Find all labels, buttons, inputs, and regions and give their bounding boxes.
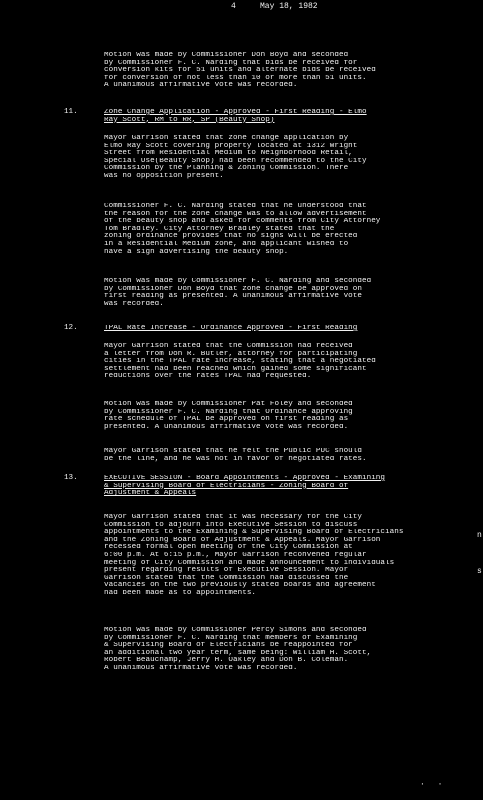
- text-line: Mayor Garrison stated that he felt the Public PUC should: [104, 448, 362, 455]
- item-11-number: 11.: [64, 108, 78, 116]
- text-line: Special Use(Beauty Shop) had been recommended to the City: [104, 157, 367, 165]
- text-line: 6:00 p.m. At 6:15 p.m., Mayor Garrison reconvened regular: [104, 551, 367, 559]
- text-line: Commissioner F. C. Narding stated that he understood that: [104, 203, 367, 210]
- text-line: meeting of City Commission and made announcement to individuals: [104, 559, 395, 567]
- text-line: Garrison stated that the Commission had discussed the: [104, 574, 349, 582]
- edge-mark-n: n: [477, 531, 482, 540]
- text-line: reductions over the rates TPAL had requested.: [104, 373, 312, 381]
- text-line: A unanimous affirmative vote was recorded.: [104, 664, 298, 672]
- item-12-number: 12.: [64, 324, 78, 332]
- text-line: present regarding results of Executive Session. Mayor: [104, 567, 349, 575]
- text-line: a letter from Don R. Butler, attorney for participating: [104, 350, 358, 358]
- item-11-paragraph-3: [104, 278, 459, 308]
- text-line: Mayor Garrison stated that zone change application by: [104, 135, 349, 142]
- text-line: Commission to adjourn into Executive Session to discuss: [104, 521, 358, 529]
- text-line: of the beauty shop and asked for comments from City Attorney: [104, 218, 381, 226]
- text-line: Motion was made by Commissioner Percy Simons and seconded: [104, 627, 367, 634]
- text-line: A unanimous affirmative vote was recorded.: [104, 82, 298, 90]
- text-line: Elmo Ray Scott covering property located at 1312 Wright: [104, 142, 358, 150]
- text-line: Motion was made by Commissioner Don Boyd and seconded: [104, 52, 349, 59]
- text-line: by Commissioner Don Boyd that zone change be approved on: [104, 285, 362, 293]
- text-line: an additional two year term, same being: William H. Scott,: [104, 649, 372, 657]
- text-line: Robert Beauchamp, Jerry H. Oakley and Don B. Coleman.: [104, 657, 349, 665]
- text-line: and the Zoning Board of Adjustment & Appeals. Mayor Garrison: [104, 536, 381, 544]
- heading-line: TPAL Rate Increase - Ordinance Approved - First Reading: [104, 325, 358, 332]
- text-line: by Commissioner F. C. Narding that Ordinance approving: [104, 408, 353, 416]
- text-line: rate schedule of TPAL be approved on first reading as: [104, 416, 349, 424]
- text-line: had been made as to appointments.: [104, 589, 257, 597]
- heading-line: Zone Change Application - Approved - First Reading - Elmo: [104, 109, 367, 116]
- text-line: Commission by the Planning & Zoning Commission. There: [104, 165, 349, 173]
- page-date: May 18, 1982: [260, 2, 318, 11]
- text-line: have a sign advertising the beauty shop.: [104, 248, 289, 256]
- item-12-paragraph-3: [104, 448, 459, 463]
- motion-bids-paragraph: [104, 52, 459, 90]
- text-line: zoning ordinance provides that no signs will be erected: [104, 233, 358, 241]
- text-line: by Commissioner F. C. Narding that members of Examining: [104, 634, 358, 642]
- text-line: was recorded.: [104, 300, 164, 308]
- text-line: was no opposition present.: [104, 172, 224, 180]
- item-13-heading: [104, 475, 459, 498]
- footer-marks: · ·: [420, 780, 447, 789]
- text-line: Tom Bradley. City Attorney Bradley stated that the: [104, 225, 335, 233]
- text-line: in a Residential Medium zone, and applicant wished to: [104, 240, 349, 248]
- item-11-paragraph-2: [104, 203, 459, 256]
- page-number: 4: [231, 2, 236, 11]
- text-line: recessed formal open meeting of the City Commission at: [104, 544, 353, 552]
- text-line: be the line, and he was not in favor of negotiated rates.: [104, 455, 367, 463]
- item-11-heading: [104, 109, 459, 124]
- text-line: first reading as presented. A unanimous affirmative vote: [104, 293, 362, 301]
- text-line: cities in the TPAL rate increase, stating that a negotiated: [104, 358, 376, 366]
- item-12-paragraph-2: [104, 401, 459, 431]
- item-11-paragraph-1: [104, 135, 459, 181]
- text-line: & Supervising Board of Electricians be reappointed for: [104, 642, 353, 650]
- text-line: conversion kits for 51 units and alternate bids be received: [104, 67, 376, 75]
- heading-line: & Supervising Board of Electricians - Zoning Board of: [104, 482, 349, 490]
- item-12-heading: [104, 325, 459, 333]
- item-12-paragraph-1: [104, 343, 459, 381]
- text-line: Motion was made by Commissioner F. C. Narding and seconded: [104, 278, 372, 285]
- edge-mark-s: s: [477, 567, 482, 576]
- page-header: [0, 2, 483, 42]
- item-13-paragraph-2: [104, 627, 459, 673]
- text-line: appointments to the Examining & Supervising Board of Electricians: [104, 529, 404, 537]
- item-13-paragraph-1: [104, 514, 483, 598]
- text-line: vacancies on the two previously stated boards and agreement: [104, 582, 376, 590]
- text-line: Mayor Garrison stated that it was necessary for the City: [104, 514, 362, 521]
- heading-line: Adjustment & Appeals: [104, 490, 197, 498]
- text-line: settlement had been reached which gained some significant: [104, 365, 367, 373]
- text-line: Street from Residential Medium to Neighborhood Retail,: [104, 150, 353, 158]
- heading-line: EXECUTIVE SESSION - Board Appointments - Approved - Examining: [104, 475, 386, 482]
- text-line: for conversion of not less than 10 or more than 51 units.: [104, 74, 367, 82]
- heading-line: Ray Scott, RM to RR, SP (Beauty Shop): [104, 116, 275, 124]
- text-line: presented. A unanimous affirmative vote was recorded.: [104, 423, 349, 431]
- text-line: the reason for the zone change was to allow advertisement: [104, 210, 367, 218]
- item-13-number: 13.: [64, 474, 78, 482]
- text-line: by Commissioner F. C. Narding that bids be received for: [104, 59, 358, 67]
- text-line: Mayor Garrison stated that the Commission had received: [104, 343, 353, 350]
- text-line: Motion was made by Commissioner Pat Foley and seconded: [104, 401, 353, 408]
